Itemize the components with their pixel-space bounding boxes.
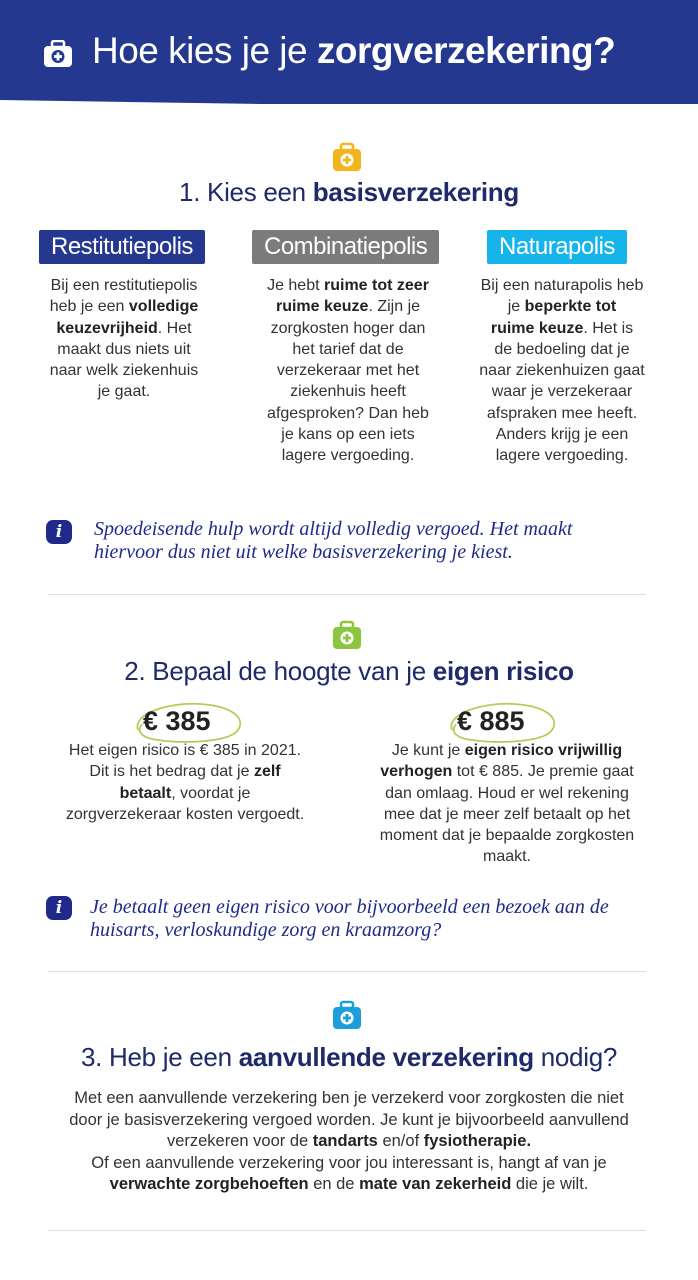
divider — [48, 594, 646, 595]
info-note-eigen-risico — [90, 896, 670, 942]
page-title — [92, 30, 615, 72]
text-line: verwachte zorgbehoeften en de mate van zekerheid die je wilt. — [109, 1175, 589, 1193]
text-line: mee dat je meer zelf betaalt op het — [383, 805, 631, 823]
text-line: Met een aanvullende verzekering ben je verzekerd voor zorgkosten die niet — [74, 1089, 624, 1107]
medical-kit-icon — [332, 142, 362, 172]
info-note-spoedeisende-hulp — [94, 518, 654, 564]
section-3-title-bold: aanvullende verzekering — [238, 1042, 534, 1072]
text-line: lagere vergoeding. — [281, 447, 415, 465]
divider — [48, 971, 646, 972]
aanvullende-verzekering-description — [40, 1088, 658, 1196]
section-3-title-suffix: nodig? — [533, 1042, 618, 1072]
vrijwillig-eigen-risico-description — [352, 740, 662, 868]
text-line: maakt dus niets uit — [57, 340, 191, 358]
text-line: betaalt, voordat je — [119, 784, 251, 802]
text-line: Bij een naturapolis heb — [480, 277, 644, 294]
text-line: verzekeraar met het — [276, 362, 420, 380]
section-3-title-prefix: 3. Heb je een — [80, 1042, 239, 1072]
combinatiepolis-description — [242, 275, 454, 467]
text-line: de bedoeling dat je — [494, 340, 630, 358]
section-2-title-prefix: 2. Bepaal de hoogte van je — [124, 656, 433, 686]
text-line: waar je verzekeraar — [491, 383, 633, 401]
section-1-title-bold: basisverzekering — [312, 177, 519, 207]
text-line: ruime keuze. Het is — [490, 319, 634, 337]
page-title-bold: zorgverzekering? — [316, 30, 616, 71]
text-line: afgesproken? Dan heb — [267, 404, 429, 422]
info-line: hiervoor dus niet uit welke basisverzekering je kiest. — [94, 541, 513, 563]
page-title-prefix: Hoe kies je je — [92, 30, 317, 71]
text-line: Bij een restitutiepolis — [50, 277, 198, 294]
text-line: afspraken mee heeft. — [486, 404, 638, 422]
naturapolis-description — [462, 275, 662, 467]
text-line: verhogen tot € 885. Je premie gaat — [380, 763, 634, 781]
divider — [48, 1230, 646, 1231]
text-line: moment dat je bepaalde zorgkosten — [379, 827, 635, 845]
text-line: Dit is het bedrag dat je zelf — [89, 763, 281, 781]
badge-naturapolis: Naturapolis — [487, 230, 627, 264]
restitutiepolis-description — [20, 275, 228, 403]
section-2-title-bold: eigen risico — [432, 656, 574, 686]
section-3-title — [0, 1042, 698, 1073]
eigen-risico-description — [40, 740, 330, 825]
info-line: Je betaalt geen eigen risico voor bijvoorbeeld een bezoek aan de — [90, 896, 609, 918]
text-line: ziekenhuis heeft — [290, 383, 406, 401]
medical-kit-icon — [332, 1000, 362, 1030]
info-icon: i — [46, 896, 72, 920]
text-line: maakt. — [482, 848, 531, 866]
text-line: het tarief dat de — [292, 340, 404, 358]
text-line: Je kunt je eigen risico vrijwillig — [391, 742, 623, 759]
info-line: huisarts, verloskundige zorg en kraamzorg? — [90, 919, 442, 941]
text-line: heb je een volledige — [49, 298, 199, 316]
text-line: naar welk ziekenhuis — [49, 362, 199, 380]
text-line: zorgverzekeraar kosten vergoedt. — [65, 805, 305, 823]
badge-combinatiepolis: Combinatiepolis — [252, 230, 439, 264]
section-2-title — [0, 656, 698, 687]
text-line: Je hebt ruime tot zeer — [267, 277, 429, 294]
price-885: € 885 — [457, 706, 525, 736]
text-line: lagere vergoeding. — [495, 447, 629, 465]
info-icon: i — [46, 520, 72, 544]
text-line: je beperkte tot — [507, 298, 617, 316]
section-1-title — [0, 177, 698, 208]
price-385: € 385 — [143, 706, 211, 736]
text-line: ruime keuze. Zijn je — [275, 298, 421, 316]
header-banner — [0, 0, 698, 104]
text-line: zorgkosten hoger dan — [270, 319, 426, 337]
text-line: je kans op een iets — [281, 426, 415, 444]
text-line: keuzevrijheid. Het — [56, 319, 192, 337]
badge-restitutiepolis: Restitutiepolis — [39, 230, 205, 264]
section-1-title-prefix: 1. Kies een — [179, 177, 313, 207]
info-line: Spoedeisende hulp wordt altijd volledig vergoed. Het maakt — [94, 518, 573, 540]
text-line: naar ziekenhuizen gaat — [479, 362, 645, 380]
text-line: je gaat. — [97, 383, 151, 401]
text-line: verzekeren voor de tandarts en/of fysiotherapie. — [166, 1132, 532, 1150]
text-line: door je basisverzekering vergoed worden. Je kunt je bijvoorbeeld aanvullend — [69, 1110, 629, 1129]
medical-kit-icon — [332, 620, 362, 650]
text-line: Het eigen risico is € 385 in 2021. — [68, 742, 302, 759]
medical-kit-icon — [43, 40, 73, 68]
text-line: dan omlaag. Houd er wel rekening — [385, 784, 629, 802]
text-line: Of een aanvullende verzekering voor jou interessant is, hangt af van je — [91, 1153, 607, 1172]
text-line: Anders krijg je een — [495, 426, 629, 444]
